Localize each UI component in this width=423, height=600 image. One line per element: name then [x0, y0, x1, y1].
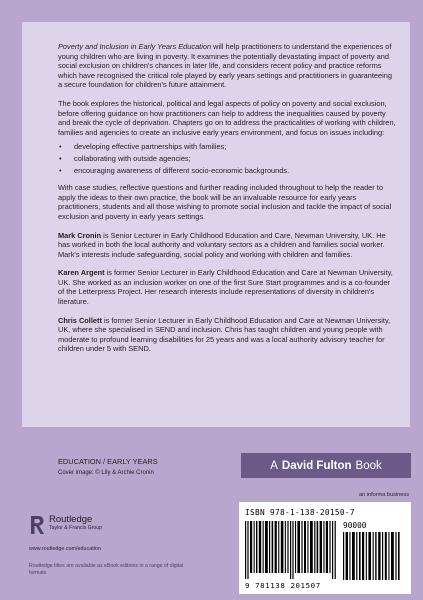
blurb-paragraph-1-text: will help practitioners to understand the experiences of young children who are living in poverty. It examines the potentially devastating impact of poverty and social exclusion on children's chances in later life, and considers recent policy and practice reforms which have recognised the critical role played by early years settings and practitioners in guaranteeing a secure foundation for children's future attainment. — [58, 42, 392, 90]
book-title: Poverty and Inclusion in Early Years Education — [58, 42, 212, 51]
routledge-wordmark — [49, 515, 102, 531]
publisher-name: Routledge — [49, 514, 93, 525]
informa-tagline: an informa business — [358, 492, 409, 498]
routledge-r-icon — [29, 515, 45, 535]
ean-barcode — [245, 521, 339, 579]
blurb-text — [58, 42, 398, 363]
issues-list-item: • encouraging awareness of different socio-economic backgrounds. — [58, 166, 398, 176]
author-bio-collett — [58, 316, 398, 354]
issues-list-item: • developing effective partnerships with families; — [58, 142, 398, 152]
barcode-box — [239, 502, 411, 594]
author-name: Mark Cronin — [58, 230, 102, 240]
fulton-brand: David Fulton — [281, 459, 352, 472]
david-fulton-band — [241, 453, 411, 478]
blurb-paragraph-1 — [58, 42, 398, 90]
routledge-logo — [29, 515, 102, 535]
issues-list — [58, 142, 398, 175]
author-bio-argent — [58, 268, 398, 306]
author-name: Karen Argent — [58, 268, 105, 278]
blurb-paragraph-2: The book explores the historical, political and legal aspects of policy on poverty and social exclusion, before offering guidance on how practitioners can help to address the inequalities caused by poverty and break the cycle of deprivation. Chapters go on to address the practicalities of working with children, families and agencies to create an inclusive early years environment, and focus on issues including: — [58, 98, 396, 137]
barcode-digits: 9 781138 201507 — [245, 581, 321, 590]
subject-category: EDUCATION / EARLY YEARS — [58, 457, 158, 466]
isbn-text: ISBN 978-1-138-20150-7 — [245, 508, 355, 517]
fulton-suffix: Book — [355, 459, 382, 472]
publisher-website[interactable]: www.routledge.com/education — [29, 546, 101, 552]
cover-image-credit: Cover image: © Lily & Archie Cronin — [58, 470, 154, 476]
blurb-paragraph-3: With case studies, reflective questions and further reading included throughout to help the reader to apply the ideas to their own practice, the book will be an invaluable resource for early years practitioners, students and all those wishing to promote social inclusion and tackle the impact of social exclusion and poverty in early years settings. — [58, 183, 392, 221]
author-bio-text: is former Senior Lecturer in Early Childhood Education and Care at Newman University, UK, where she specialised in SEND and inclusion. Chris has taught children and young people with moderate to profound learning disabilities for 25 years and was a local authority advisory teacher for children under 5 with SEND. — [58, 315, 391, 354]
author-name: Chris Collett — [58, 315, 102, 325]
ebook-notice: Routledge titles are available as eBook editions in a range of digital formats — [29, 563, 184, 576]
author-bio-cronin — [58, 231, 398, 260]
publisher-group: Taylor & Francis Group — [49, 525, 103, 531]
price-code: 90000 — [343, 521, 367, 530]
issues-list-item: • collaborating with outside agencies; — [58, 154, 398, 164]
author-bio-text: is Senior Lecturer in Early Childhood Education and Care, Newman University, UK. He has worked in both the local authority and voluntary sectors as a children and families social worker. Mark's interests include safeguarding, social policy and working with children and families. — [58, 230, 386, 259]
author-bio-text: is former Senior Lecturer in Early Childhood Education and Care at Newman University, UK. She worked as an inclusion worker on one of the first Sure Start programmes and is a co-founder of the Letterpress Project. Her research interests include representations of diversity in children's literature. — [58, 268, 393, 307]
price-barcode — [343, 532, 403, 580]
fulton-prefix: A — [270, 459, 278, 472]
